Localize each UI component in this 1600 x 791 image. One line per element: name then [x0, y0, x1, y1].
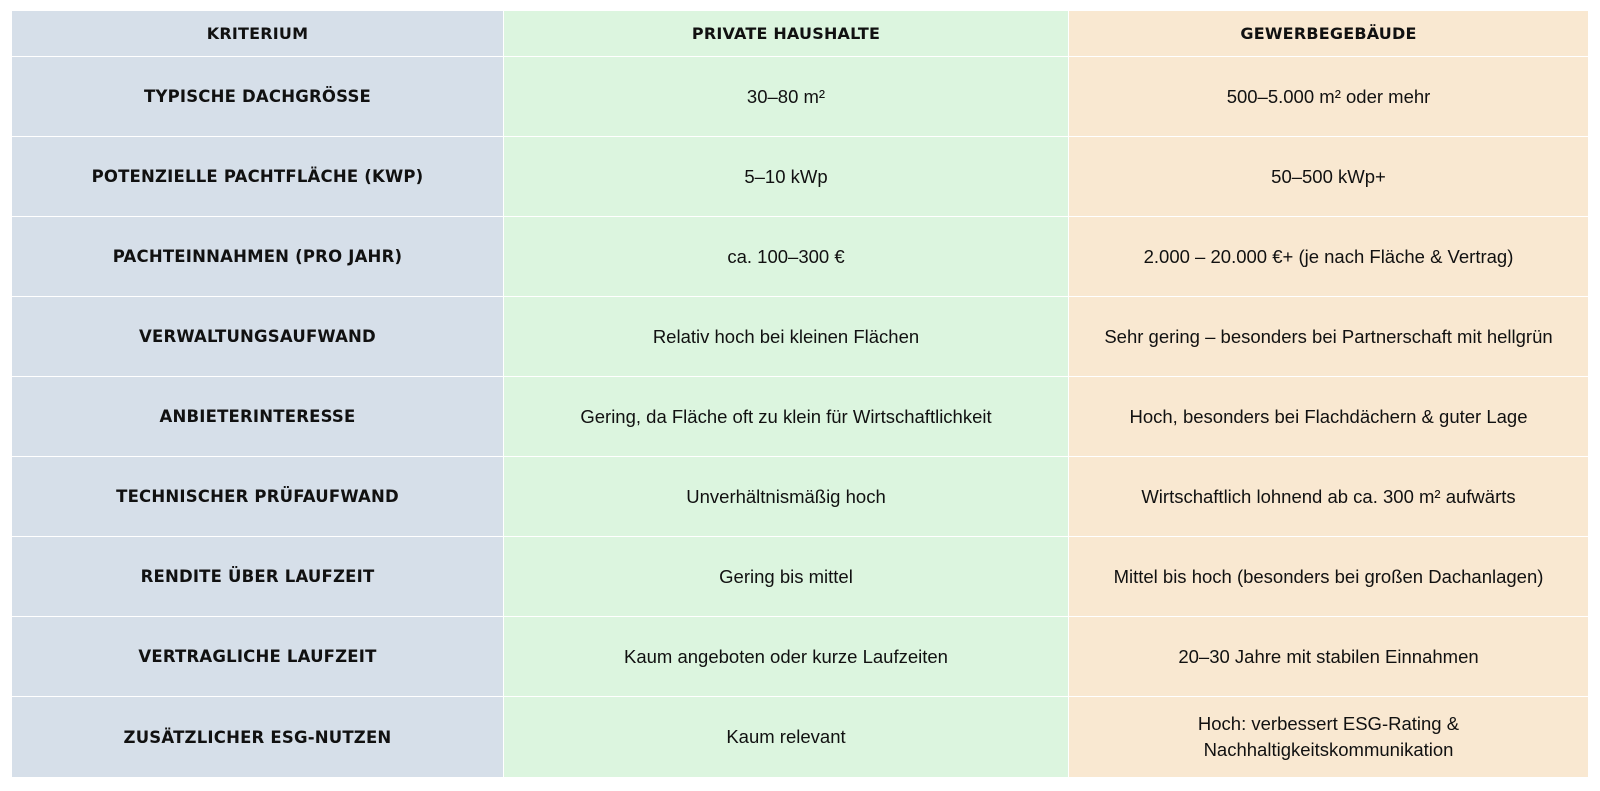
- row-private-value: 5–10 kWp: [504, 137, 1069, 217]
- row-private-value: Kaum angeboten oder kurze Laufzeiten: [504, 617, 1069, 697]
- row-commercial-value: 50–500 kWp+: [1069, 137, 1588, 217]
- header-gewerbegebaeude: GEWERBEGEBÄUDE: [1069, 11, 1588, 57]
- row-criterion: PACHTEINNAHMEN (PRO JAHR): [12, 217, 504, 297]
- row-commercial-value: 500–5.000 m² oder mehr: [1069, 57, 1588, 137]
- row-commercial-value: Mittel bis hoch (besonders bei großen Dachanlagen): [1069, 537, 1588, 617]
- row-commercial-value: Sehr gering – besonders bei Partnerschaft mit hellgrün: [1069, 297, 1588, 377]
- row-commercial-value: Hoch, besonders bei Flachdächern & guter Lage: [1069, 377, 1588, 457]
- row-private-value: Relativ hoch bei kleinen Flächen: [504, 297, 1069, 377]
- row-criterion: TYPISCHE DACHGRÖSSE: [12, 57, 504, 137]
- row-commercial-value: 2.000 – 20.000 €+ (je nach Fläche & Vertrag): [1069, 217, 1588, 297]
- row-commercial-value: Hoch: verbessert ESG-Rating & Nachhaltigkeitskommunikation: [1069, 697, 1588, 777]
- row-criterion: RENDITE ÜBER LAUFZEIT: [12, 537, 504, 617]
- row-private-value: ca. 100–300 €: [504, 217, 1069, 297]
- row-private-value: Gering, da Fläche oft zu klein für Wirtschaftlichkeit: [504, 377, 1069, 457]
- row-commercial-value: Wirtschaftlich lohnend ab ca. 300 m² aufwärts: [1069, 457, 1588, 537]
- row-criterion: VERTRAGLICHE LAUFZEIT: [12, 617, 504, 697]
- header-kriterium: KRITERIUM: [12, 11, 504, 57]
- row-private-value: Unverhältnismäßig hoch: [504, 457, 1069, 537]
- row-criterion: ZUSÄTZLICHER ESG-NUTZEN: [12, 697, 504, 777]
- row-private-value: 30–80 m²: [504, 57, 1069, 137]
- row-private-value: Gering bis mittel: [504, 537, 1069, 617]
- row-criterion: ANBIETERINTERESSE: [12, 377, 504, 457]
- row-criterion: VERWALTUNGSAUFWAND: [12, 297, 504, 377]
- header-private-haushalte: PRIVATE HAUSHALTE: [504, 11, 1069, 57]
- row-private-value: Kaum relevant: [504, 697, 1069, 777]
- row-criterion: TECHNISCHER PRÜFAUFWAND: [12, 457, 504, 537]
- comparison-table: [12, 11, 1588, 776]
- row-commercial-value: 20–30 Jahre mit stabilen Einnahmen: [1069, 617, 1588, 697]
- row-criterion: POTENZIELLE PACHTFLÄCHE (KWP): [12, 137, 504, 217]
